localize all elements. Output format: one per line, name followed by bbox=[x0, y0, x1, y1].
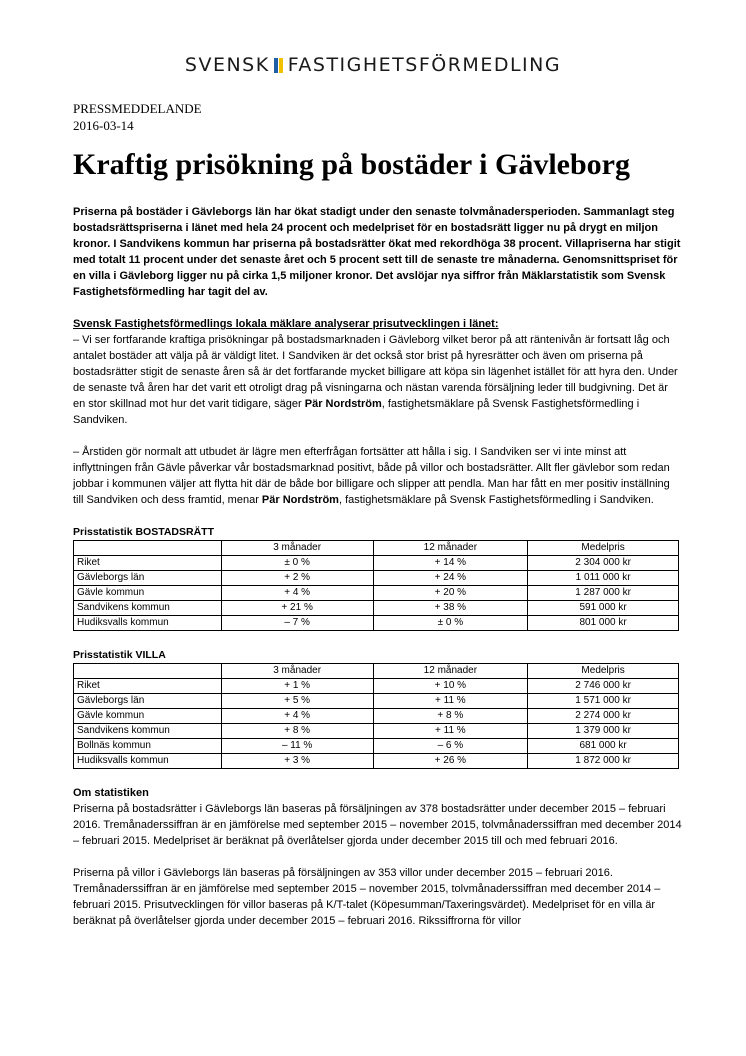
cell: + 14 % bbox=[373, 556, 528, 571]
cell: ± 0 % bbox=[221, 556, 373, 571]
cell: + 21 % bbox=[221, 601, 373, 616]
header-cell bbox=[74, 664, 222, 679]
quote-suffix: , fastighetsmäklare på Svensk Fastighetsförmedling i Sandviken. bbox=[73, 398, 640, 426]
cell: 681 000 kr bbox=[528, 739, 679, 754]
quote-suffix: , fastighetsmäklare på Svensk Fastighetsförmedling i Sandviken. bbox=[338, 494, 654, 506]
cell: 1 571 000 kr bbox=[528, 694, 679, 709]
press-label: PRESSMEDDELANDE bbox=[73, 101, 202, 116]
row-label: Riket bbox=[74, 556, 222, 571]
cell: 2 274 000 kr bbox=[528, 709, 679, 724]
table-header-row bbox=[74, 664, 679, 679]
cell: 1 872 000 kr bbox=[528, 754, 679, 769]
cell: + 3 % bbox=[221, 754, 373, 769]
header-cell: 3 månader bbox=[221, 541, 373, 556]
row-label: Hudiksvalls kommun bbox=[74, 754, 222, 769]
cell: 2 746 000 kr bbox=[528, 679, 679, 694]
table-bostadsratt bbox=[73, 540, 679, 631]
quote-text: – Årstiden gör normalt att utbudet är lägre men efterfrågan fortsätter att hålla i sig. I Sandviken ser vi inte minst att inflyttningen från Gävle påverkar vår bostadsmarknad positivt, både på villor och bostadsrätter. Allt fler gävlebor som redan jobbar i kommunen väljer att flytta hit där de både bor billigare och slipper att pendla. Man har fått en mer positiv inställning till Sandviken och dess framtid, menar bbox=[73, 446, 670, 506]
row-label: Gävleborgs län bbox=[74, 571, 222, 586]
cell: ± 0 % bbox=[373, 616, 528, 631]
cell: + 8 % bbox=[373, 709, 528, 724]
row-label: Sandvikens kommun bbox=[74, 601, 222, 616]
stats-paragraph-1: Priserna på bostadsrätter i Gävleborgs län baseras på försäljningen av 378 bostadsrätter under december 2015 – februari 2016. Tremånaderssiffran är en jämförelse med september 2015 – november 2015, tolvmånaderssiffran med december 2014 – februari 2015. Medelpriset är beräknat på överlåtelser gjorda under december 2015 till och med februari 2016. bbox=[73, 803, 682, 847]
page-title: Kraftig prisökning på bostäder i Gävleborg bbox=[73, 148, 630, 181]
header-cell: 12 månader bbox=[373, 664, 528, 679]
cell: + 8 % bbox=[221, 724, 373, 739]
header-cell: 3 månader bbox=[221, 664, 373, 679]
cell: + 26 % bbox=[373, 754, 528, 769]
cell: + 5 % bbox=[221, 694, 373, 709]
cell: – 6 % bbox=[373, 739, 528, 754]
cell: + 11 % bbox=[373, 694, 528, 709]
logo-text-left: SVENSK bbox=[184, 54, 270, 76]
stats-paragraph-2: Priserna på villor i Gävleborgs län baseras på försäljningen av 353 villor under december 2015 – februari 2016. Tremånaderssiffran är en jämförelse med september 2015 – november 2015, tolvmånaderssiffran med december 2014 – februari 2015. Prisutvecklingen för villor baseras på K/T-talet (Köpesumman/Taxeringsvärdet). Medelpriset för en villa är beräknat på överlåtelser gjorda under december 2015 – februari 2016. Rikssiffrorna för villor bbox=[73, 867, 661, 927]
cell: 2 304 000 kr bbox=[528, 556, 679, 571]
header-cell bbox=[74, 541, 222, 556]
table-row bbox=[74, 556, 679, 571]
table-row bbox=[74, 679, 679, 694]
table-row bbox=[74, 571, 679, 586]
table-row bbox=[74, 709, 679, 724]
section-heading: Svensk Fastighetsförmedlings lokala mäklare analyserar prisutvecklingen i länet: bbox=[73, 318, 499, 330]
lead-paragraph: Priserna på bostäder i Gävleborgs län har ökat stadigt under den senaste tolvmånadersperioden. Sammanlagt steg bostadsrättspriserna i länet med hela 24 procent och medelpriset för en bostadsrätt ligger nu på drygt en miljon kronor. I Sandvikens kommun har priserna på bostadsrätter ökat med rekordhöga 38 procent. Villapriserna har stigit med totalt 11 procent under det senaste året och 5 procent sett till de senaste tre månaderna. Genomsnittspriset för en villa i Gävleborg ligger nu på cirka 1,5 miljoner kronor. Det avslöjar nya siffror från Mäklarstatistik som Svensk Fastighetsförmedling har tagit del av. bbox=[73, 206, 681, 298]
press-header bbox=[73, 100, 202, 134]
cell: 1 379 000 kr bbox=[528, 724, 679, 739]
logo-text-right: FASTIGHETSFÖRMEDLING bbox=[287, 54, 562, 76]
row-label: Riket bbox=[74, 679, 222, 694]
table-title-bostadsratt: Prisstatistik BOSTADSRÄTT bbox=[73, 526, 214, 538]
cell: 1 011 000 kr bbox=[528, 571, 679, 586]
cell: 1 287 000 kr bbox=[528, 586, 679, 601]
cell: – 7 % bbox=[221, 616, 373, 631]
cell: – 11 % bbox=[221, 739, 373, 754]
table-row bbox=[74, 754, 679, 769]
cell: + 11 % bbox=[373, 724, 528, 739]
cell: + 24 % bbox=[373, 571, 528, 586]
quote-text: – Vi ser fortfarande kraftiga prisökningar på bostadsmarknaden i Gävleborg vilket beror på att räntenivån är fortsatt låg och antalet bostäder att välja på är väldigt litet. I Sandviken är det också stor brist på hyresrätter och även om priserna på bostadsrätter stigit de senaste åren så är det fortfarande mycket billigare att köpa sin lägenhet istället för att hyra den. Under de senaste två åren har det varit ett otroligt drag på visningarna och nästan varenda försäljning leder till budgivning. Det är en stor skillnad mot hur det varit tidigare, säger bbox=[73, 334, 678, 410]
cell: + 4 % bbox=[221, 709, 373, 724]
press-date: 2016-03-14 bbox=[73, 118, 134, 133]
quote-paragraph-2 bbox=[73, 444, 683, 508]
table-row bbox=[74, 601, 679, 616]
table-row bbox=[74, 739, 679, 754]
table-row bbox=[74, 616, 679, 631]
cell: + 20 % bbox=[373, 586, 528, 601]
cell: + 2 % bbox=[221, 571, 373, 586]
company-logo bbox=[0, 54, 746, 78]
row-label: Gävleborgs län bbox=[74, 694, 222, 709]
cell: + 4 % bbox=[221, 586, 373, 601]
table-villa bbox=[73, 663, 679, 769]
article-body bbox=[73, 204, 683, 929]
cell: + 10 % bbox=[373, 679, 528, 694]
flag-icon bbox=[274, 56, 284, 78]
cell: 591 000 kr bbox=[528, 601, 679, 616]
row-label: Sandvikens kommun bbox=[74, 724, 222, 739]
table-title-villa: Prisstatistik VILLA bbox=[73, 649, 166, 661]
row-label: Hudiksvalls kommun bbox=[74, 616, 222, 631]
quote-name: Pär Nordström bbox=[261, 494, 339, 506]
table-header-row bbox=[74, 541, 679, 556]
stats-heading: Om statistiken bbox=[73, 787, 149, 799]
cell: + 1 % bbox=[221, 679, 373, 694]
header-cell: 12 månader bbox=[373, 541, 528, 556]
quote-name: Pär Nordström bbox=[304, 398, 382, 410]
header-cell: Medelpris bbox=[528, 664, 679, 679]
cell: 801 000 kr bbox=[528, 616, 679, 631]
row-label: Bollnäs kommun bbox=[74, 739, 222, 754]
table-row bbox=[74, 586, 679, 601]
table-row bbox=[74, 724, 679, 739]
cell: + 38 % bbox=[373, 601, 528, 616]
header-cell: Medelpris bbox=[528, 541, 679, 556]
quote-paragraph-1 bbox=[73, 332, 683, 428]
row-label: Gävle kommun bbox=[74, 586, 222, 601]
table-row bbox=[74, 694, 679, 709]
row-label: Gävle kommun bbox=[74, 709, 222, 724]
